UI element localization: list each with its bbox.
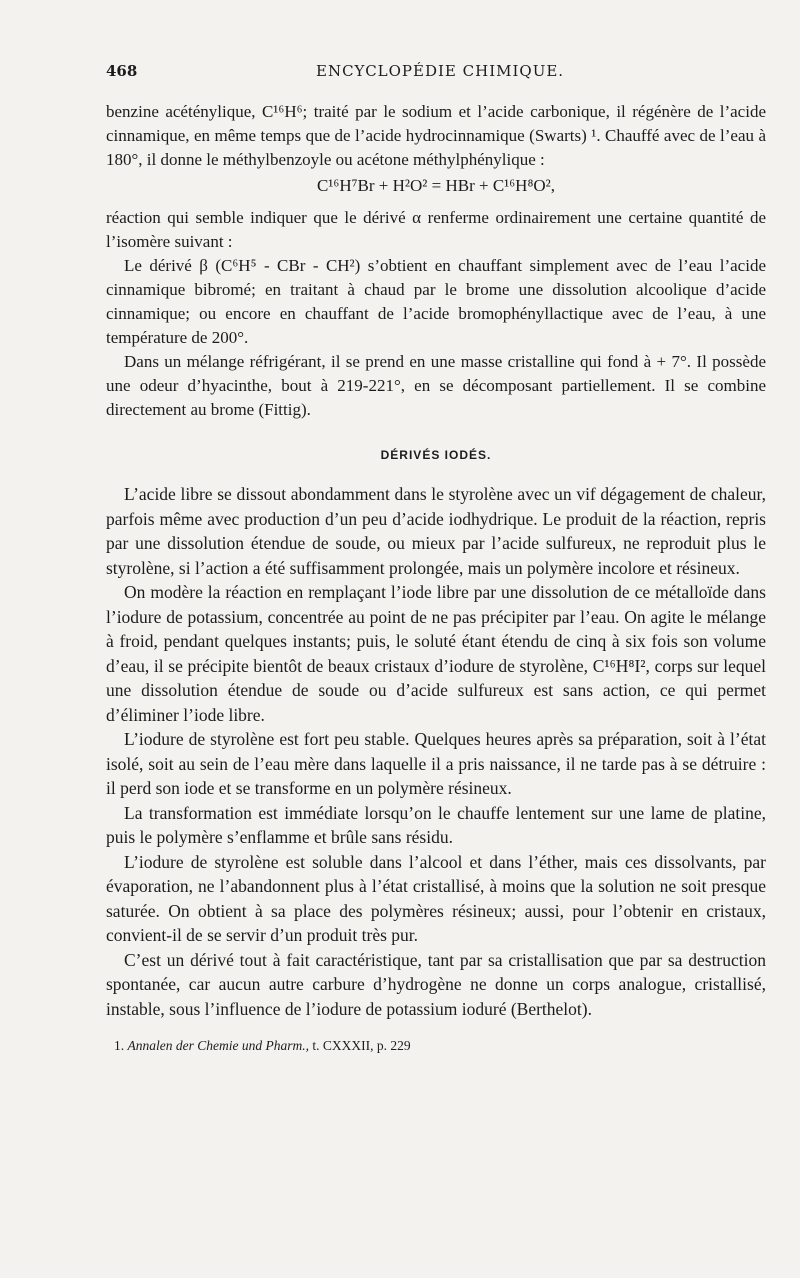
paragraph: L’iodure de styrolène est soluble dans l’alcool et dans l’éther, mais ces dissolvants, par évaporation, ne l’abandonnent plus à l’état cristallisé, à moins que la solution ne soit presque saturée. On obtient à sa place des polymères résineux; aussi, pour l’obtenir en cristaux, convient-il de se servir d’un produit très pur.	[106, 851, 766, 945]
paragraph: L’acide libre se dissout abondamment dans le styrolène avec un vif dégagement de chaleur, parfois même avec production d’un peu d’acide iodhydrique. Le produit de la réaction, repris par une dissolution étendue de soude, ou mieux par l’acide sulfureux, ne reproduit plus le styrolène, si l’action a été suffisamment prolongée, mais un polymère incolore et résineux.	[106, 484, 766, 578]
paragraph: réaction qui semble indiquer que le dérivé α renferme ordinairement une certaine quantité de l’isomère suivant :	[106, 208, 766, 251]
section-heading: DÉRIVÉS IODÉS.	[380, 448, 492, 462]
chemical-equation: C¹⁶H⁷Br + H²O² = HBr + C¹⁶H⁸O²,	[316, 176, 556, 195]
paragraph: On modère la réaction en remplaçant l’iode libre par une dissolution de ce métalloïde dans l’iodure de potassium, concentrée au point de ne pas précipiter par l’eau. On agite le mélange à froid, pendant quelques instants; puis, le soluté étant étendu de cinq à six fois son volume d’eau, il se précipite bientôt de beaux cristaux d’iodure de styrolène, C¹⁶H⁸I², corps sur lequel une dissolution étendue de soude ou d’acide sulfureux est sans action, ce qui permet d’éliminer l’iode libre.	[106, 582, 766, 725]
paragraph: C’est un dérivé tout à fait caractéristique, tant par sa cristallisation que par sa destruction spontanée, car aucun autre carbure d’hydrogène ne donne un corps analogue, cristallisé, instable, sous l’influence de l’iodure de potassium ioduré (Berthelot).	[106, 949, 766, 1019]
paragraph: Le dérivé β (C⁶H⁵ - CBr - CH²) s’obtient en chauffant simplement avec de l’eau l’acide cinnamique bibromé; en traitant à chaud par le brome une dissolution alcoolique d’acide cinnamique; ou encore en chauffant de l’acide bromophényllactique avec de l’eau, à une température de 200°.	[106, 256, 766, 347]
running-title: ENCYCLOPÉDIE CHIMIQUE.	[316, 62, 565, 80]
footnote-journal: Annalen der Chemie und Pharm.,	[127, 1038, 309, 1053]
paragraph: Dans un mélange réfrigérant, il se prend en une masse cristalline qui fond à + 7°. Il possède une odeur d’hyacinthe, bout à 219-221°, en se décomposant partiellement. Il se combine directement au brome (Fittig).	[106, 352, 766, 419]
paragraph: benzine acéténylique, C¹⁶H⁶; traité par le sodium et l’acide carbonique, il régénère de l’acide cinnamique, en même temps que de l’acide hydrocinnamique (Swarts) ¹. Chauffé avec de l’eau à 180°, il donne le méthylbenzoyle ou acétone méthylphénylique :	[106, 102, 766, 169]
paragraph: La transformation est immédiate lorsqu’on le chauffe lentement sur une lame de platine, puis le polymère s’enflamme et brûle sans résidu.	[106, 802, 766, 847]
page-number: 468	[106, 62, 138, 80]
page-body	[106, 100, 766, 1055]
section-body	[106, 482, 766, 1021]
footnote-citation: t. CXXXII, p. 229	[312, 1038, 411, 1053]
footnote	[106, 1037, 766, 1055]
running-head	[106, 62, 760, 88]
footnote-marker: 1.	[114, 1038, 125, 1053]
paragraph: L’iodure de styrolène est fort peu stable. Quelques heures après sa préparation, soit à l’état isolé, soit au sein de l’eau mère dans laquelle il a pris naissance, il ne tarde pas à se détruire : il perd son iode et se transforme en un polymère résineux.	[106, 729, 766, 798]
